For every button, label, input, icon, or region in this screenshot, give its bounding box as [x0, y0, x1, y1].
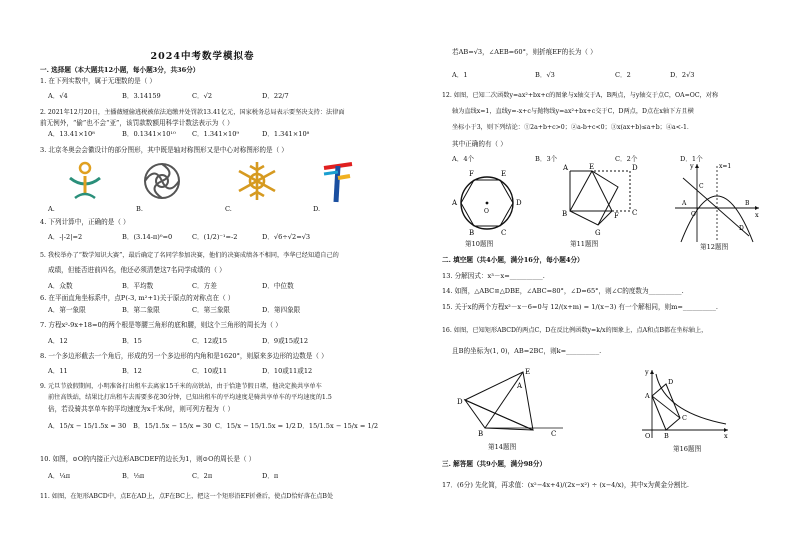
section-fill-heading: 二. 填空题（共4小题，满分16分，每小题4分） [442, 256, 584, 264]
q2-option-a: A．13.41×10⁸ [48, 130, 95, 138]
q1-option-c: C．√2 [192, 92, 213, 100]
q4-option-c: C．(1/2)⁻¹=-2 [192, 233, 238, 241]
q3-option-b: B. [136, 205, 143, 213]
q4-option-d: D．√6÷√2=√3 [262, 233, 311, 241]
q13-stem: 13. 分解因式：x³－x=__________. [442, 272, 545, 280]
q5-option-b: B．平均数 [122, 282, 154, 290]
q11-option-b: B．√3 [535, 71, 555, 79]
q4-stem: 4. 下列计算中，正确的是（ ） [40, 218, 130, 226]
tri14-label-e: E [525, 368, 531, 376]
figure-14-triangles [455, 368, 565, 438]
q11-option-d: D．2√3 [670, 71, 695, 79]
q8-option-c: C．10或11 [192, 367, 228, 375]
q2-option-b: B．0.1341×10¹⁰ [122, 130, 176, 138]
q17-stem: 17．(6分) 先化简，再求值：(x²−4x+4)/(2x−x²) ÷ (x−4/x)，其中x为黄金分割比. [442, 481, 689, 489]
hex-label-c: C [501, 229, 507, 237]
graph16-label-y: y [645, 368, 649, 376]
q12-option-c: C．2个 [615, 155, 638, 163]
section-answer-heading: 三. 解答题（共9小题，满分98分） [442, 460, 547, 468]
graph12-label-b: B [745, 200, 750, 207]
q10-option-b: B．⅓π [122, 472, 145, 480]
tri14-label-d: D [457, 398, 463, 406]
graph16-label-b: B [664, 432, 669, 440]
exam-title: 2024中考数学模拟卷 [150, 51, 255, 62]
hex-label-a: A [452, 199, 458, 207]
rect-label-a: A [563, 164, 569, 172]
figure-14-caption: 第14题图 [488, 443, 517, 451]
q5-option-d: D．中位数 [262, 282, 294, 290]
q2-stem-line2: 前无例外，“偷”也不会“亚”，该罚款数额用科学计数法表示为（ ） [40, 119, 234, 127]
figure-11-folded-rectangle [560, 163, 640, 241]
q9-option-b: B．15/1.5x − 15/x = 30 [133, 422, 212, 430]
graph12-label-x: x [755, 211, 759, 219]
q7-option-b: B．15 [122, 337, 142, 345]
figure-12-parabola [673, 160, 763, 245]
figure-11-caption: 第11题图 [570, 240, 599, 248]
figure-10-hexagon [450, 165, 525, 237]
q10-option-a: A．¼π [48, 472, 71, 480]
q9-stem-line1: 9. 元旦节放假期间，小明准备打出租车去离家15千米的高铁站，由于恰逢节假日堵，他决定换共享单车 [40, 383, 322, 390]
section-choice-heading: 一. 选择题（本大题共12小题，每小题3分，共36分） [40, 66, 200, 74]
q7-option-d: D．9或15或12 [262, 337, 309, 345]
q8-option-b: B．12 [122, 367, 142, 375]
q6-option-b: B．第二象限 [122, 306, 160, 314]
graph12-label-d: D [739, 225, 744, 232]
q6-option-c: C．第三象限 [192, 306, 231, 314]
q1-option-b: B．3.14159 [122, 92, 161, 100]
q12-stem-line1: 12. 如图，已知二次函数y=ax²+bx+c的图象与x轴交于A，B两点，与y轴交于点C，OA=OC，对称 [442, 92, 719, 99]
logo-c-figure [230, 160, 284, 202]
figure-16-hyperbola [640, 368, 730, 440]
tri14-label-a: A [517, 382, 523, 390]
q11-stem-continued: 若AB=√3，∠AEB=60°，则折痕EF的长为（ ） [452, 48, 597, 56]
q1-stem: 1. 在下列实数中，属于无理数的是（ ） [40, 77, 156, 85]
rect-label-g: G [595, 229, 601, 237]
graph12-label-y: y [690, 162, 694, 170]
logo-d-figure [318, 158, 358, 204]
q14-stem: 14. 如图，△ABC≌△DBE，∠ABC=80°，∠D=65°，则∠C的度数为__________. [442, 287, 684, 295]
right-column [405, 0, 790, 549]
q7-option-a: A．12 [48, 337, 68, 345]
q2-option-c: C．1.341×10⁹ [192, 130, 240, 138]
graph12-label-c: C [699, 183, 704, 190]
left-column [0, 0, 385, 549]
q7-option-c: C．12或15 [192, 337, 228, 345]
q10-option-d: D．π [262, 472, 279, 480]
q16-stem-line2: 且B的坐标为(1, 0)，AB=2BC，则k=__________. [452, 347, 602, 355]
hex-label-d: D [516, 199, 522, 207]
graph12-label-axis: x=1 [719, 163, 732, 170]
graph16-label-d: D [668, 378, 674, 386]
figure-16-caption: 第16题图 [673, 445, 702, 453]
rect-label-b: B [562, 210, 568, 218]
q10-stem: 10. 如图，⊙O的内接正六边形ABCDEF的边长为1，则⊙O的周长是（ ） [40, 455, 256, 463]
tri14-label-c: C [551, 430, 557, 438]
figure-12-caption: 第12题图 [700, 243, 729, 251]
q8-option-a: A．11 [48, 367, 68, 375]
q9-stem-line3: 倍，若设骑共享单车的平均速度为x千米/时，则可列方程为（ ） [48, 405, 235, 413]
q9-option-c: C．15/x − 15/1.5x = 1/2 [215, 422, 296, 430]
q3-option-d: D. [313, 205, 321, 213]
hex-label-e: E [501, 170, 507, 178]
graph16-label-x: x [724, 432, 728, 440]
rect-label-c: C [632, 209, 638, 217]
logo-a-figure [60, 160, 110, 200]
rect-label-f: F [614, 212, 619, 220]
q16-stem-line1: 16. 如图，已知矩形ABCD的两点C，D在反比例函数y=k/x的图象上，点A和点B都在坐标轴上， [442, 327, 708, 334]
graph12-label-o: O [691, 211, 696, 218]
q8-option-d: D．10或11或12 [262, 367, 313, 375]
q11-stem: 11. 如图，在矩形ABCD中，点E在AD上，点F在BC上，把这一个矩形沿EF折叠后，使点D恰好落在点B处 [40, 493, 334, 500]
q1-option-d: D．22/7 [262, 92, 289, 100]
q12-stem-line3: 坐标小于3，则下列结论：①2a+b+c>0；②a-b+c<0；③x(ax+b)≤a+b；④a<-1． [452, 124, 694, 131]
q5-stem-line2: 成绩，但能否进前四名，他还必须清楚这7名同学成绩的（ ） [48, 266, 226, 274]
q12-option-a: A．4个 [452, 155, 475, 163]
q6-option-d: D．第四象限 [262, 306, 301, 314]
hex-label-b: B [469, 229, 475, 237]
graph16-label-a: A [645, 392, 650, 400]
q5-stem-line1: 5. 我校举办了“数学知识大赛”，最后确定了名同学参加决赛，他们的决赛成绩各不相同，李华已经知道自己的 [40, 252, 339, 259]
q6-stem: 6. 在平面直角坐标系中，点P(-3, m²+1)关于原点的对称点在（ ） [40, 294, 235, 302]
q4-option-a: A．-|-2|=2 [48, 233, 83, 241]
q3-option-a: A. [48, 205, 55, 213]
q5-option-a: A．众数 [48, 282, 73, 290]
q8-stem: 8. 一个多边形截去一个角后，形成的另一个多边形的内角和是1620°，则原来多边形的边数是（ ） [40, 352, 328, 360]
q7-stem: 7. 方程x²-9x+18=0的两个根是等腰三角形的底和腰，则这个三角形的周长为（ ） [40, 321, 282, 329]
hex-label-o: O [484, 208, 489, 215]
q2-stem-line1: 2. 2021年12月20日，主播薇娅偷逃税被依法追缴并处罚款13.41亿元，国家税务总局表示要坚决支持：法律面 [40, 109, 345, 116]
q9-option-a: A．15/x − 15/1.5x = 30 [48, 422, 127, 430]
figure-10-caption: 第10题图 [465, 240, 494, 248]
q9-option-d: D．15/1.5x − 15/x = 1/2 [297, 422, 379, 430]
graph16-label-c: C [682, 414, 687, 422]
q10-option-c: C．2π [192, 472, 213, 480]
q3-option-c: C. [225, 205, 232, 213]
rect-label-e: E [589, 163, 595, 171]
tri14-label-b: B [478, 430, 484, 438]
q12-stem-line2: 轴为直线x=1，直线y=-x+c与抛物线y=ax²+bx+c交于C，D两点，D点在x轴下方且横 [452, 108, 694, 115]
graph12-label-a: A [682, 200, 687, 207]
q12-stem-line4: 其中正确的有（ ） [452, 140, 507, 148]
q1-option-a: A．√4 [48, 92, 68, 100]
q15-stem: 15. 关于x的两个方程x²－x－6=0与 12/(x+m) = 1/(x−3) 有一个解相同，则m=__________. [442, 303, 718, 311]
q9-stem-line2: 前往高铁站，结果比打出租车去需要多花30分钟，已知出租车的平均速度是骑共享单车的平均速度的1.5 [48, 394, 332, 401]
q11-option-a: A．1 [452, 71, 468, 79]
q12-option-b: B．3个 [535, 155, 558, 163]
q4-option-b: B．(3.14-π)⁰=0 [122, 233, 173, 241]
q2-option-d: D．1.341×10⁸ [262, 130, 310, 138]
q11-option-c: C．2 [615, 71, 631, 79]
q12-option-d: D．1个 [680, 155, 703, 163]
rect-label-d: D [632, 164, 638, 172]
logo-b-figure [137, 160, 187, 202]
q6-option-a: A．第一象限 [48, 306, 86, 314]
hex-label-f: F [469, 170, 474, 178]
graph16-label-o: O [645, 432, 651, 440]
q3-stem: 3. 北京冬奥会会徽设计的部分图形，其中既是轴对称图形又是中心对称图形的是（ ） [40, 146, 288, 154]
q5-option-c: C．方差 [192, 282, 217, 290]
